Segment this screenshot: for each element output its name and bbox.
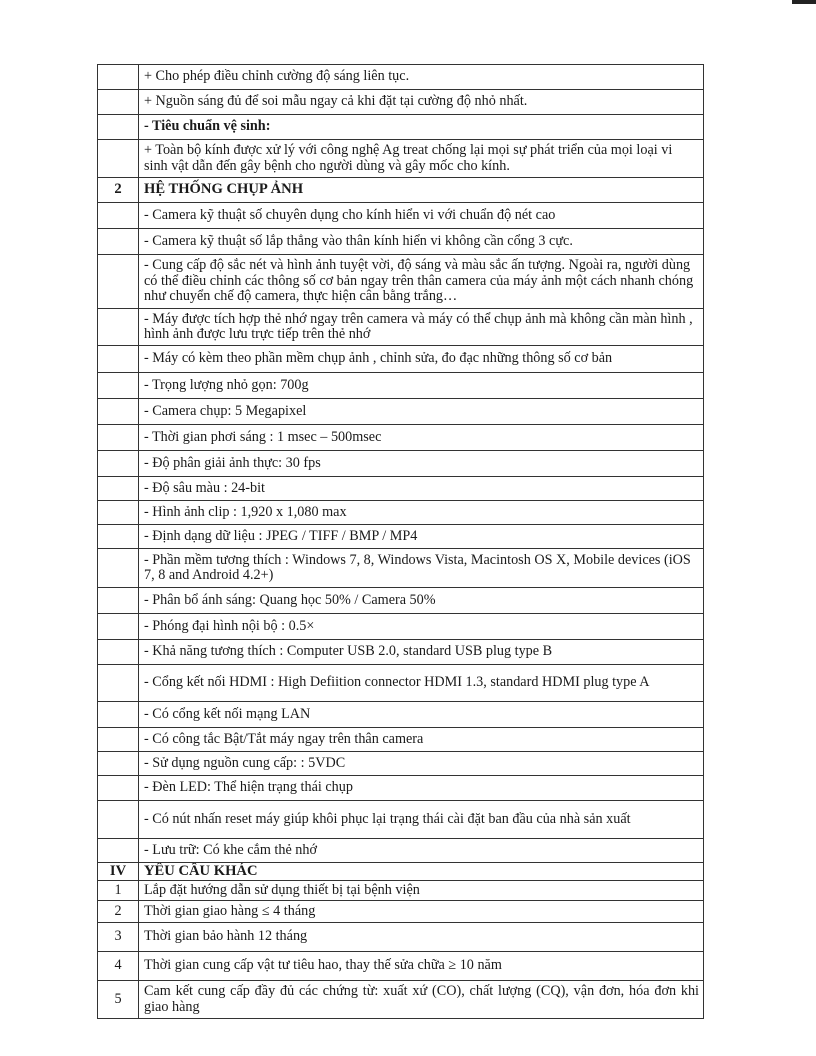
spec-text-cell: - Phân bổ ánh sáng: Quang học 50% / Camera 50% [139, 588, 704, 614]
section-row [98, 178, 704, 203]
spec-text-cell: Cam kết cung cấp đầy đủ các chứng từ: xuất xứ (CO), chất lượng (CQ), vận đơn, hóa đơn khi giao hàng [139, 981, 704, 1019]
scan-edge-mark [792, 0, 816, 4]
table-row [98, 373, 704, 399]
spec-text-cell: Lắp đặt hướng dẫn sử dụng thiết bị tại bệnh viện [139, 881, 704, 901]
row-number-cell [98, 501, 139, 525]
spec-text-cell: + Toàn bộ kính được xử lý với công nghệ Ag treat chống lại mọi sự phát triển của mọi loại vi sinh vật dẫn đến gây bệnh cho người dùng và gây mốc cho kính. [139, 140, 704, 178]
row-number-cell [98, 614, 139, 640]
row-number-cell [98, 588, 139, 614]
table-row [98, 776, 704, 801]
row-number-cell [98, 451, 139, 477]
spec-text-cell: - Lưu trữ: Có khe cắm thẻ nhớ [139, 839, 704, 863]
row-number-cell [98, 140, 139, 178]
table-row [98, 640, 704, 665]
table-row [98, 309, 704, 346]
table-row [98, 881, 704, 901]
spec-text-cell: - Phần mềm tương thích : Windows 7, 8, Windows Vista, Macintosh OS X, Mobile devices (iOS 7, 8 and Android 4.2+) [139, 549, 704, 588]
table-row [98, 923, 704, 952]
spec-text-cell: - Độ phân giải ảnh thực: 30 fps [139, 451, 704, 477]
table-row [98, 115, 704, 140]
table-row [98, 399, 704, 425]
row-number-cell: 4 [98, 952, 139, 981]
spec-text-cell: - Camera chụp: 5 Megapixel [139, 399, 704, 425]
row-number-cell [98, 425, 139, 451]
spec-text-cell: - Hình ảnh clip : 1,920 x 1,080 max [139, 501, 704, 525]
table-row [98, 752, 704, 776]
row-number-cell [98, 776, 139, 801]
table-row [98, 65, 704, 90]
spec-text-cell: Thời gian giao hàng ≤ 4 tháng [139, 901, 704, 923]
spec-text-cell: - Cung cấp độ sắc nét và hình ảnh tuyệt vời, độ sáng và màu sắc ấn tượng. Ngoài ra, người dùng có thể điều chỉnh các thông số cơ bản ngay trên thân camera của máy ảnh một cách nhanh chóng như chuyển chế độ camera, thực hiện cân bằng trắng… [139, 255, 704, 309]
row-number-cell [98, 255, 139, 309]
spec-text-cell: - Máy có kèm theo phần mềm chụp ảnh , chỉnh sửa, đo đạc những thông số cơ bản [139, 346, 704, 373]
spec-text-cell: - Thời gian phơi sáng : 1 msec – 500msec [139, 425, 704, 451]
spec-text-cell: - Máy được tích hợp thẻ nhớ ngay trên camera và máy có thể chụp ảnh mà không cần màn hình , hình ảnh được lưu trực tiếp trên thẻ nhớ [139, 309, 704, 346]
table-row [98, 549, 704, 588]
row-number-cell [98, 399, 139, 425]
table-row [98, 614, 704, 640]
table-row [98, 839, 704, 863]
table-row [98, 981, 704, 1019]
row-number-cell [98, 373, 139, 399]
row-number-cell: 1 [98, 881, 139, 901]
spec-text-cell: - Sử dụng nguồn cung cấp: : 5VDC [139, 752, 704, 776]
spec-text-cell: - Đèn LED: Thể hiện trạng thái chụp [139, 776, 704, 801]
row-number-cell [98, 665, 139, 702]
section-row [98, 863, 704, 881]
spec-text-cell: - Camera kỹ thuật số chuyên dụng cho kính hiển vi với chuẩn độ nét cao [139, 203, 704, 229]
table-row [98, 425, 704, 451]
spec-text-cell: - Có cổng kết nối mạng LAN [139, 702, 704, 728]
table-row [98, 665, 704, 702]
row-number-cell [98, 309, 139, 346]
table-row [98, 346, 704, 373]
spec-text-cell: - Độ sâu màu : 24-bit [139, 477, 704, 501]
row-number-cell [98, 525, 139, 549]
table-row [98, 229, 704, 255]
row-number-cell [98, 203, 139, 229]
table-row [98, 477, 704, 501]
row-number-cell: 2 [98, 178, 139, 203]
row-number-cell [98, 549, 139, 588]
section-title-cell: YÊU CẦU KHÁC [139, 863, 704, 881]
spec-text-cell: - Khả năng tương thích : Computer USB 2.0, standard USB plug type B [139, 640, 704, 665]
table-row [98, 801, 704, 839]
table-row [98, 901, 704, 923]
table-row [98, 140, 704, 178]
table-row [98, 702, 704, 728]
table-row [98, 90, 704, 115]
spec-text-cell: - Trọng lượng nhỏ gọn: 700g [139, 373, 704, 399]
spec-text-cell: - Phóng đại hình nội bộ : 0.5× [139, 614, 704, 640]
spec-text-cell: - Tiêu chuẩn vệ sinh: [139, 115, 704, 140]
spec-text-cell: - Cổng kết nối HDMI : High Defiition connector HDMI 1.3, standard HDMI plug type A [139, 665, 704, 702]
spec-text-cell: - Có nút nhấn reset máy giúp khôi phục lại trạng thái cài đặt ban đầu của nhà sản xuất [139, 801, 704, 839]
row-number-cell [98, 801, 139, 839]
spec-text-cell: Thời gian bảo hành 12 tháng [139, 923, 704, 952]
table-row [98, 728, 704, 752]
row-number-cell [98, 640, 139, 665]
specification-table-body [98, 65, 704, 1019]
spec-text-cell: Thời gian cung cấp vật tư tiêu hao, thay thế sửa chữa ≥ 10 năm [139, 952, 704, 981]
row-number-cell [98, 115, 139, 140]
spec-text-cell: - Định dạng dữ liệu : JPEG / TIFF / BMP / MP4 [139, 525, 704, 549]
spec-text-cell: - Camera kỹ thuật số lắp thẳng vào thân kính hiển vi không cần cổng 3 cực. [139, 229, 704, 255]
table-row [98, 203, 704, 229]
row-number-cell: 5 [98, 981, 139, 1019]
spec-text-cell: - Có công tắc Bật/Tắt máy ngay trên thân camera [139, 728, 704, 752]
row-number-cell: 3 [98, 923, 139, 952]
table-row [98, 451, 704, 477]
spec-text-cell: + Nguồn sáng đủ để soi mẫu ngay cả khi đặt tại cường độ nhỏ nhất. [139, 90, 704, 115]
table-row [98, 588, 704, 614]
table-row [98, 952, 704, 981]
table-row [98, 501, 704, 525]
spec-text-cell: + Cho phép điều chỉnh cường độ sáng liên tục. [139, 65, 704, 90]
row-number-cell [98, 702, 139, 728]
row-number-cell [98, 477, 139, 501]
row-number-cell [98, 346, 139, 373]
row-number-cell [98, 90, 139, 115]
row-number-cell: 2 [98, 901, 139, 923]
row-number-cell [98, 839, 139, 863]
specification-table [97, 64, 704, 1019]
row-number-cell: IV [98, 863, 139, 881]
section-title-cell: HỆ THỐNG CHỤP ẢNH [139, 178, 704, 203]
table-row [98, 255, 704, 309]
row-number-cell [98, 752, 139, 776]
row-number-cell [98, 65, 139, 90]
row-number-cell [98, 728, 139, 752]
table-row [98, 525, 704, 549]
row-number-cell [98, 229, 139, 255]
